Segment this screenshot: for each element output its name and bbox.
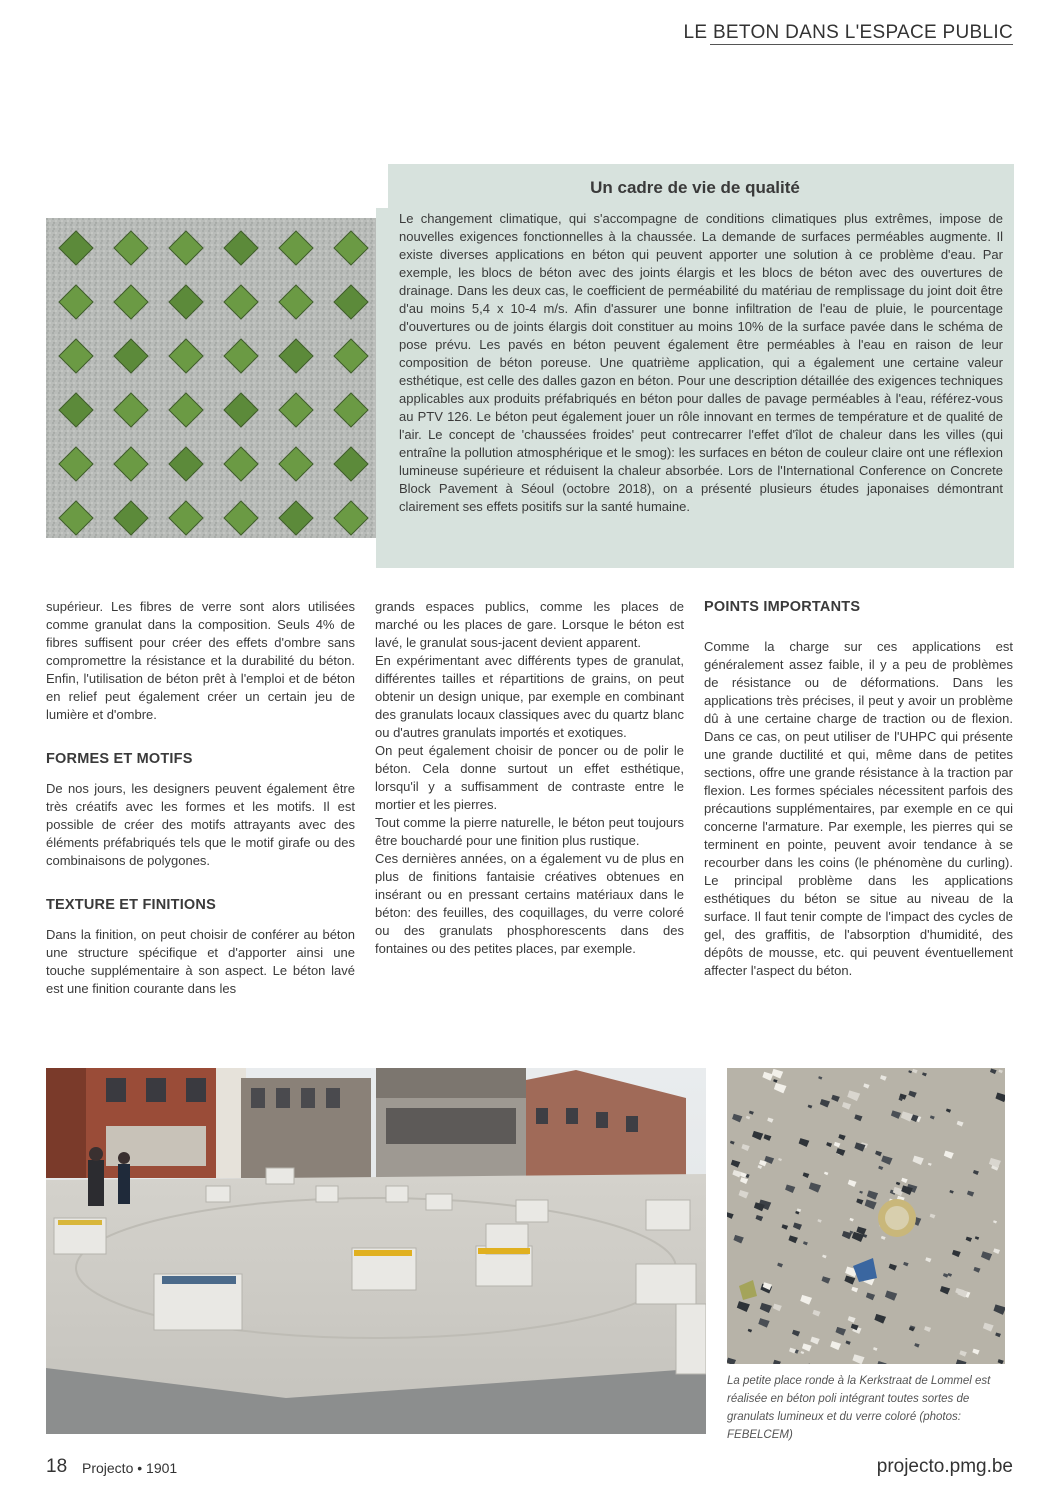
paragraph: Tout comme la pierre naturelle, le béton peut toujours être bouchardé pour une finition plus rustique. xyxy=(375,815,684,848)
section-title: LE BETON DANS L'ESPACE PUBLIC xyxy=(683,22,1013,43)
paragraph: Dans la finition, on peut choisir de conférer au béton une structure spécifique et d'apporter ainsi une touche supplémentaire à son aspect. Le béton lavé est une finition courante dans les xyxy=(46,927,355,996)
website-link[interactable]: projecto.pmg.be xyxy=(876,1456,1013,1477)
paragraph: On peut également choisir de poncer ou de polir le béton. Cela donne surtout un effet esthétique, lorsqu'il y a suffisamment de contraste entre le mortier et les pierres. xyxy=(375,743,684,812)
magazine-issue: Projecto • 1901 xyxy=(82,1460,178,1476)
grass-paver-photo xyxy=(46,218,376,538)
heading-texture-et-finitions: TEXTURE ET FINITIONS xyxy=(46,897,216,913)
paragraph: Comme la charge sur ces applications est généralement assez faible, il y a peu de problèmes de résistance ou de déformations. Dans les applications très précises, il peut y avoir un problème dû à une certaine charge de traction ou de flexion. Dans ce cas, on peut utiliser de l'UHPC qui présente une grande ductilité et qui, même dans de petites sections, offre une grande résistance à la traction par flexion. Les formes spéciales nécessitent parfois des précautions supplémentaires, par exemple en ce qui concerne l'armature. Par exemple, les pierres qui se terminent en pointe, peuvent avoir tendance à se recourber dans les coins (le phénomène du curling). Le principal problème dans les applications esthétiques du béton se situe au niveau de la surface. Il faut tenir compte de l'impact des cycles de gel, des graffitis, de l'absorption d'humidité, des dépôts de mousse, etc. qui peuvent éventuellement affecter l'aspect du béton. xyxy=(704,639,1013,978)
section-underline xyxy=(710,44,1013,45)
paragraph: supérieur. Les fibres de verre sont alors utilisées comme granulat dans la composition. Seuls 4% de fibres suffisent pour créer des effets d'ombre sans compromettre la résistance et la durabilité du béton. Enfin, l'utilisation de béton prêt à l'emploi et de béton en relief peut également créer un certain jeu de lumière et d'ombre. xyxy=(46,599,355,722)
photo-caption: La petite place ronde à la Kerkstraat de Lommel est réalisée en béton poli intégrant toutes sortes de granulats lumineux et du verre coloré (photos: FEBELCEM) xyxy=(727,1375,991,1441)
heading-points-importants: POINTS IMPORTANTS xyxy=(704,599,861,615)
highlight-box-title: Un cadre de vie de qualité xyxy=(590,178,800,197)
column-2 xyxy=(375,598,684,958)
polished-concrete-photo xyxy=(727,1068,1005,1364)
heading-formes-et-motifs: FORMES ET MOTIFS xyxy=(46,751,193,767)
paragraph: grands espaces publics, comme les places de marché ou les places de gare. Lorsque le béton est lavé, le granulat sous-jacent devient apparent. xyxy=(375,599,684,650)
paragraph: En expérimentant avec différents types de granulat, différentes tailles et répartitions de grains, on peut obtenir un design unique, par exemple en combinant des granulats locaux classiques avec du quartz blanc ou d'autres granulats importés et exotiques. xyxy=(375,653,684,740)
paragraph: Ces dernières années, on a également vu de plus en plus de finitions fantaisie créatives obtenues en insérant ou en pressant certains matériaux dans le béton: des feuilles, des coquillages, du verre coloré ou des granulats phosphorescents dans des fontaines ou des petites places, par exemple. xyxy=(375,851,684,956)
paragraph: De nos jours, les designers peuvent également être très créatifs avec les formes et les motifs. Il est possible de créer des motifs attrayants avec des éléments préfabriqués tels que le motif girafe ou des combinaisons de polygones. xyxy=(46,781,355,868)
column-1 xyxy=(46,598,355,998)
column-3 xyxy=(704,598,1013,980)
page-number: 18 xyxy=(46,1456,68,1477)
highlight-box-text: Le changement climatique, qui s'accompagne de conditions climatiques plus extrêmes, impose de nouvelles exigences fonctionnelles à la chaussée. La demande de surfaces perméables augmente. Il existe diverses applications en béton qui peuvent apporter une solution à ce problème d'eau. Par exemple, les blocs de béton avec des joints élargis et les blocs de béton avec des ouvertures de drainage. Dans les deux cas, le coefficient de perméabilité du matériau de remplissage du joint doit être d'au moins 5,4 x 10-4 m/s. Afin d'assurer une bonne infiltration de l'eau de pluie, le pourcentage d'ouvertures ou de joints élargis doit constituer au moins 10% de la surface pavée dans le schéma de pose prévu. Les pavés en béton peuvent également être perméables à l'eau en raison de leur composition de béton poreuse. Une quatrième application, qui a également une certaine valeur esthétique, est celle des dalles gazon en béton. Pour une description détaillée des exigences techniques applicables aux produits préfabriqués en béton pour dalles de pavage perméables à l'eau, référez-vous au PTV 126. Le béton peut également jouer un rôle innovant en termes de température et de qualité de l'air. Le concept de 'chaussées froides' peut contrecarrer l'effet d'îlot de chaleur dans les villes (qui entraîne la pollution atmosphérique et le smog): les surfaces en béton de couleur claire ont une réflexion lumineuse supérieure et réduisent la chaleur absorbée. Lors de l'International Conference on Concrete Block Pavement à Séoul (octobre 2018), on a présenté plusieurs études japonaises démontrant clairement ses effets positifs sur la santé humaine. xyxy=(399,211,1003,514)
public-square-photo xyxy=(46,1068,706,1434)
